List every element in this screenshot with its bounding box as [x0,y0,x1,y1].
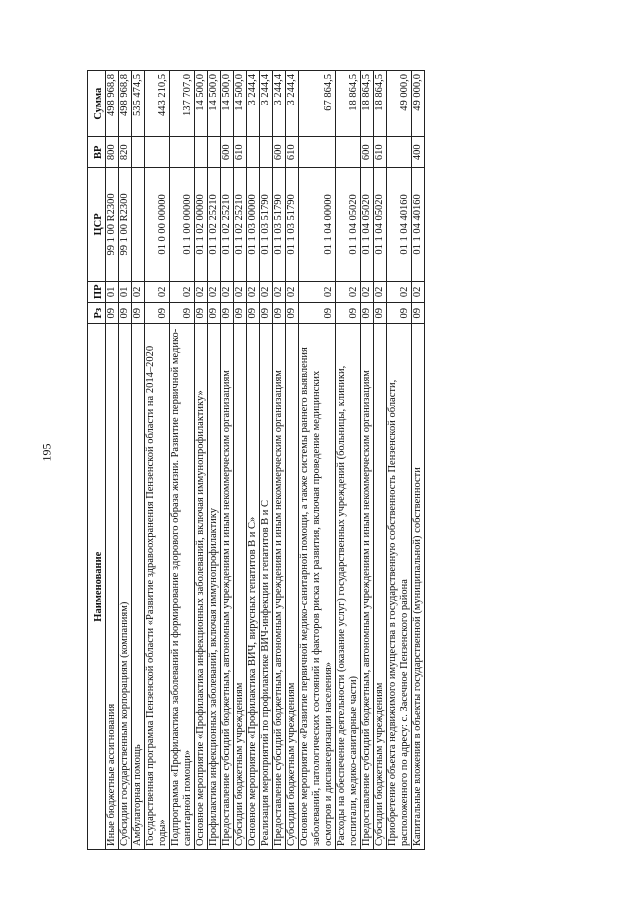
cell-vr: 800 [106,137,119,168]
cell-csr: 01 0 00 00000 [145,168,170,282]
cell-vr [336,137,361,168]
cell-vr [145,137,170,168]
cell-name: Субсидии бюджетным учреждениям [374,324,387,850]
cell-vr: 610 [374,137,387,168]
cell-sum: 498 968,8 [106,71,119,137]
cell-name: Профилактика инфекционных заболеваний, включая иммунопрофилактику [208,324,221,850]
cell-rz: 09 [361,303,374,324]
cell-vr: 820 [119,137,132,168]
table-row [208,71,221,850]
cell-pr: 02 [412,281,425,302]
table-row [170,71,195,850]
table-row [286,71,299,850]
table-row [260,71,273,850]
cell-sum: 14 500,0 [234,71,247,137]
cell-name: Амбулаторная помощь [132,324,145,850]
cell-name: Предоставление субсидий бюджетным, автономным учреждениям и иным некоммерческим организациям [361,324,374,850]
cell-name: Предоставление субсидий бюджетным, автономным учреждениям и иным некоммерческим организациям [273,324,286,850]
cell-name: Государственная программа Пензенской области «Развитие здравоохранения Пензенской области на 2014–2020 годы» [145,324,170,850]
cell-csr [132,168,145,282]
cell-pr: 02 [299,281,336,302]
cell-csr: 01 1 04 00000 [299,168,336,282]
cell-rz: 09 [412,303,425,324]
table-row [387,71,412,850]
cell-name: Предоставление субсидий бюджетным, автономным учреждениям и иным некоммерческим организациям [221,324,234,850]
cell-pr: 02 [132,281,145,302]
table-row [234,71,247,850]
table-row [145,71,170,850]
cell-csr: 01 1 02 25210 [234,168,247,282]
cell-vr [170,137,195,168]
cell-vr: 610 [286,137,299,168]
cell-rz: 09 [374,303,387,324]
table-row [195,71,208,850]
cell-rz: 09 [221,303,234,324]
table-row [247,71,260,850]
cell-vr [195,137,208,168]
cell-pr: 02 [260,281,273,302]
cell-csr: 01 1 04 05020 [336,168,361,282]
cell-sum: 3 244,4 [260,71,273,137]
cell-sum: 67 864,5 [299,71,336,137]
cell-csr: 01 1 00 00000 [170,168,195,282]
cell-sum: 14 500,0 [195,71,208,137]
cell-rz: 09 [247,303,260,324]
cell-pr: 02 [195,281,208,302]
cell-sum: 14 500,0 [208,71,221,137]
cell-name: Подпрограмма «Профилактика заболеваний и формирование здорового образа жизни. Развитие первичной медико-санитарной помощи» [170,324,195,850]
cell-vr: 600 [273,137,286,168]
cell-pr: 02 [145,281,170,302]
cell-rz: 09 [286,303,299,324]
cell-csr: 01 1 04 05020 [374,168,387,282]
cell-rz: 09 [387,303,412,324]
cell-sum: 18 864,5 [336,71,361,137]
cell-sum: 49 000,0 [387,71,412,137]
header-pr: ПР [88,281,106,302]
cell-name: Основное мероприятие «Профилактика инфекционных заболеваний, включая иммунопрофилактику» [195,324,208,850]
cell-csr: 01 1 04 05020 [361,168,374,282]
budget-table-wrapper [87,70,425,850]
cell-rz: 09 [132,303,145,324]
cell-sum: 535 474,5 [132,71,145,137]
table-row [336,71,361,850]
cell-sum: 18 864,5 [361,71,374,137]
cell-pr: 01 [106,281,119,302]
table-row [412,71,425,850]
cell-csr: 01 1 02 00000 [195,168,208,282]
budget-table [87,70,425,850]
cell-csr: 01 1 03 51790 [286,168,299,282]
cell-name: Субсидии государственным корпорациям (компаниям) [119,324,132,850]
cell-sum: 49 000,0 [412,71,425,137]
cell-vr [247,137,260,168]
cell-pr: 02 [336,281,361,302]
cell-csr: 01 1 03 51790 [273,168,286,282]
cell-sum: 18 864,5 [374,71,387,137]
cell-pr: 02 [273,281,286,302]
cell-sum: 3 244,4 [273,71,286,137]
cell-rz: 09 [195,303,208,324]
cell-csr: 01 1 04 40160 [412,168,425,282]
cell-name: Расходы на обеспечение деятельности (оказание услуг) государственных учреждений (больницы, клиники, госпитали, медико-санитарные части) [336,324,361,850]
table-header-row [88,71,106,850]
cell-csr: 01 1 02 25210 [221,168,234,282]
cell-pr: 02 [234,281,247,302]
cell-sum: 3 244,4 [286,71,299,137]
cell-pr: 02 [374,281,387,302]
cell-name: Основное мероприятие «Профилактика ВИЧ, вирусных гепатитов В и С» [247,324,260,850]
cell-rz: 09 [234,303,247,324]
table-row [106,71,119,850]
cell-sum: 14 500,0 [221,71,234,137]
table-row [361,71,374,850]
table-row [119,71,132,850]
cell-name: Капитальные вложения в объекты государственной (муниципальной) собственности [412,324,425,850]
table-row [299,71,336,850]
cell-vr [260,137,273,168]
cell-vr: 400 [412,137,425,168]
cell-rz: 09 [170,303,195,324]
table-row [132,71,145,850]
cell-vr: 610 [234,137,247,168]
cell-pr: 02 [208,281,221,302]
cell-pr: 02 [170,281,195,302]
table-row [221,71,234,850]
cell-name: Иные бюджетные ассигнования [106,324,119,850]
cell-name: Реализация мероприятий по профилактике ВИЧ-инфекции и гепатитов В и С [260,324,273,850]
cell-pr: 02 [286,281,299,302]
cell-sum: 443 210,5 [145,71,170,137]
cell-rz: 09 [119,303,132,324]
cell-vr: 600 [221,137,234,168]
header-name: Наименование [88,324,106,850]
cell-rz: 09 [106,303,119,324]
cell-name: Приобретение объекта недвижимого имущества в государственную собственность Пензенской области, расположенного по адресу: с. Засечное Пензенского района [387,324,412,850]
cell-rz: 09 [299,303,336,324]
cell-pr: 02 [221,281,234,302]
header-rz: Рз [88,303,106,324]
cell-vr [387,137,412,168]
cell-csr: 99 1 00 R2300 [106,168,119,282]
cell-sum: 498 968,8 [119,71,132,137]
cell-rz: 09 [208,303,221,324]
page-number: 195 [39,443,54,462]
cell-vr [132,137,145,168]
header-csr: ЦСР [88,168,106,282]
cell-vr: 600 [361,137,374,168]
cell-pr: 02 [247,281,260,302]
header-vr: ВР [88,137,106,168]
cell-csr: 01 1 02 25210 [208,168,221,282]
table-row [273,71,286,850]
cell-pr: 01 [119,281,132,302]
cell-rz: 09 [145,303,170,324]
cell-csr: 01 1 03 51790 [260,168,273,282]
cell-rz: 09 [273,303,286,324]
cell-name: Основное мероприятие «Развитие первичной медико-санитарной помощи, а также системы раннего выявления заболеваний, патологических состояний и факторов риска их развития, включая проведение медицинских осмотров и диспансеризации населения» [299,324,336,850]
cell-vr [299,137,336,168]
cell-csr: 01 1 04 40160 [387,168,412,282]
cell-name: Субсидии бюджетным учреждениям [234,324,247,850]
cell-csr: 99 1 00 R2300 [119,168,132,282]
table-row [374,71,387,850]
cell-pr: 02 [387,281,412,302]
cell-rz: 09 [336,303,361,324]
cell-vr [208,137,221,168]
cell-name: Субсидии бюджетным учреждениям [286,324,299,850]
cell-csr: 01 1 03 00000 [247,168,260,282]
header-sum: Сумма [88,71,106,137]
cell-rz: 09 [260,303,273,324]
cell-pr: 02 [361,281,374,302]
cell-sum: 3 244,4 [247,71,260,137]
cell-sum: 137 707,0 [170,71,195,137]
